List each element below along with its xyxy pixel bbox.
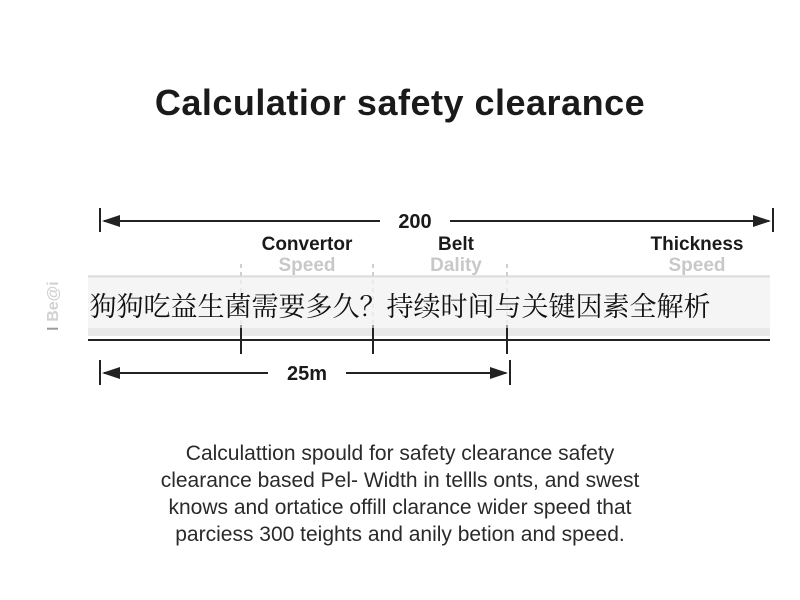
col-label-belt: Belt (438, 234, 474, 255)
bottom-dim-label: 25m (286, 363, 328, 385)
top-dim-arrow-right (753, 215, 771, 227)
description-line: parciess 300 teights and anily betion and speed. (175, 523, 625, 546)
col-label-thickness: Thickness (650, 234, 744, 255)
caption-overlay-text: 狗狗吃益生菌需要多久？持续时间与关键因素全解析 (89, 292, 711, 323)
bottom-dim-arrow-left (102, 367, 120, 379)
description-line: Calculattion spould for safety clearance safety (185, 442, 615, 465)
description-line: knows and ortatice offill clarance wider speed that (168, 496, 632, 519)
diagram-title: Calculatior safety clearance (154, 82, 646, 123)
description-line: clearance based Pel- Width in tellls onts, and swest (160, 469, 640, 492)
bottom-dim-arrow-right (490, 367, 508, 379)
col-sublabel-dality: Dality (430, 255, 482, 276)
top-dim-label: 200 (398, 211, 432, 233)
col-sublabel-speed-1: Speed (278, 255, 336, 276)
col-sublabel-speed-2: Speed (668, 255, 726, 276)
col-label-convertor: Convertor (261, 234, 353, 255)
top-dim-arrow-left (102, 215, 120, 227)
description-text (60, 440, 740, 548)
